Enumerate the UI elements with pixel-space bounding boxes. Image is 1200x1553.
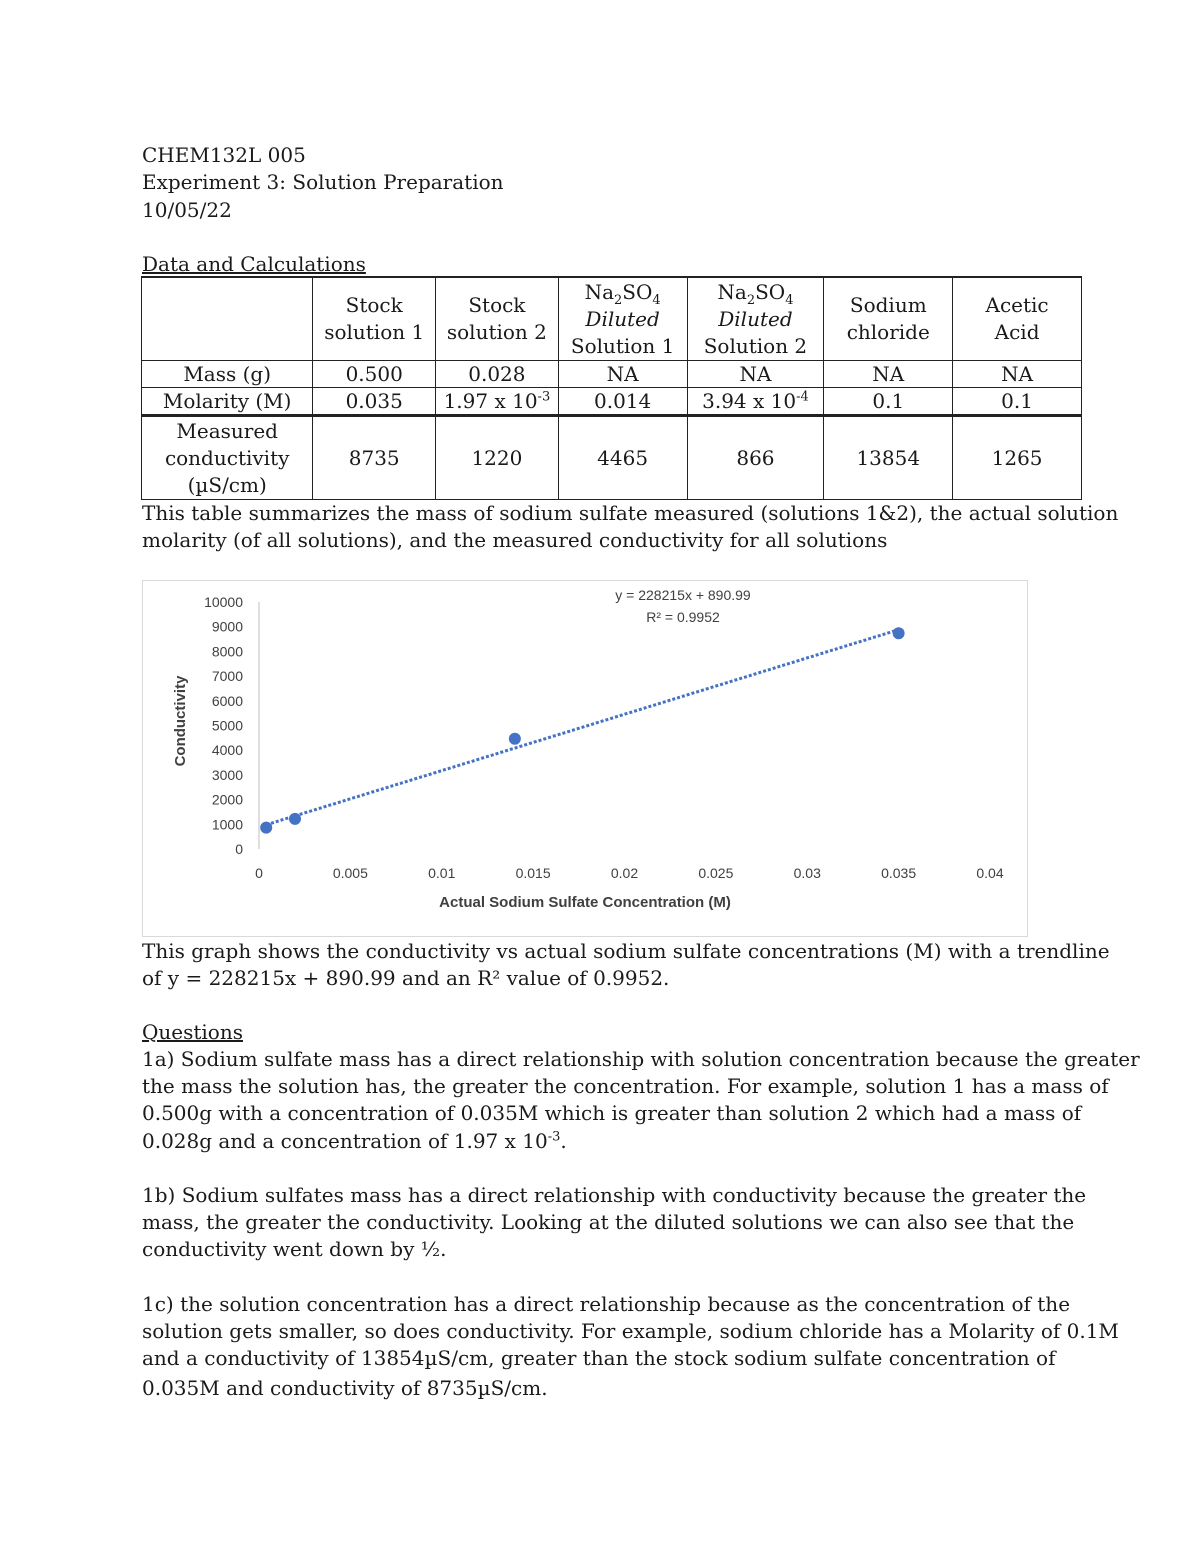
table-cell: 866 [687, 416, 824, 500]
table-cell: NA [953, 361, 1082, 388]
table-cell: 1.97 x $10^{-3}$ [436, 388, 559, 416]
x-tick-label: 0.005 [332, 865, 368, 881]
table-row [142, 416, 1082, 500]
trendline [266, 630, 898, 825]
graph-caption-line: of y = 228215x + 890.99 and an R² value of 0.9952. [142, 966, 670, 990]
column-header: $Na_2SO_4$ Diluted Solution 2 [687, 277, 824, 361]
table-cell: 8735 [313, 416, 436, 500]
q1c-line: solution gets smaller, so does conductivity. For example, sodium chloride has a Molarity of 0.1M [142, 1319, 1119, 1343]
course-line: CHEM132L 005 [142, 143, 306, 167]
table-cell: 1220 [436, 416, 559, 500]
data-point [289, 813, 301, 825]
y-tick-labels [204, 594, 243, 857]
conductivity-chart [142, 580, 1028, 937]
y-tick-label: 4000 [211, 742, 243, 759]
table-header-row [142, 277, 1082, 361]
table-row [142, 388, 1082, 416]
column-header: $Na_2SO_4$ Diluted Solution 1 [558, 277, 687, 361]
q1b-line: 1b) Sodium sulfates mass has a direct relationship with conductivity because the greater the [142, 1183, 1087, 1207]
x-tick-label: 0 [255, 865, 263, 881]
chart-svg [143, 581, 1027, 936]
date-line: 10/05/22 [142, 198, 232, 222]
table-cell: 4465 [558, 416, 687, 500]
x-tick-label: 0.01 [428, 865, 456, 881]
table-cell: 0.014 [558, 388, 687, 416]
graph-caption-line: This graph shows the conductivity vs actual sodium sulfate concentrations (M) with a trendline [142, 939, 1110, 963]
q1a-line: the mass the solution has, the greater the concentration. For example, solution 1 has a mass of [142, 1074, 1109, 1098]
table-cell: NA [687, 361, 824, 388]
table-cell: NA [558, 361, 687, 388]
y-tick-label: 5000 [211, 717, 243, 734]
y-tick-label: 8000 [211, 643, 243, 660]
table-cell: 0.035 [313, 388, 436, 416]
q1a-line: 0.500g with a concentration of 0.035M which is greater than solution 2 which had a mass of [142, 1101, 1082, 1125]
q1b-line: mass, the greater the conductivity. Looking at the diluted solutions we can also see that the [142, 1210, 1075, 1234]
table-cell: 0.1 [953, 388, 1082, 416]
data-point [509, 733, 521, 745]
data-table [141, 276, 1082, 500]
column-header: Stock solution 1 [313, 277, 436, 361]
row-label: Measured conductivity (µS/cm) [142, 416, 313, 500]
table-caption-line: molarity (of all solutions), and the measured conductivity for all solutions [142, 528, 888, 552]
column-header: Acetic Acid [953, 277, 1082, 361]
y-tick-label: 9000 [211, 618, 243, 635]
x-tick-label: 0.02 [610, 865, 639, 881]
q1c-line: 0.035M and conductivity of 8735µS/cm. [142, 1376, 548, 1400]
table-cell: 0.1 [824, 388, 953, 416]
y-tick-label: 6000 [211, 692, 243, 709]
x-tick-label: 0.015 [515, 865, 551, 881]
data-point [893, 627, 905, 639]
y-tick-label: 10000 [204, 594, 243, 610]
row-label: Mass (g) [142, 361, 313, 388]
data-section-title: Data and Calculations [142, 252, 366, 276]
table-cell: NA [824, 361, 953, 388]
table-cell: 3.94 x $10^{-4}$ [687, 388, 824, 416]
q1c-line: and a conductivity of 13854µS/cm, greater than the stock sodium sulfate concentration of [142, 1346, 1056, 1370]
x-tick-label: 0.025 [698, 865, 734, 881]
q1a-line: 1a) Sodium sulfate mass has a direct relationship with solution concentration because the greater [142, 1047, 1140, 1071]
q1c-line: 1c) the solution concentration has a direct relationship because as the concentration of the [142, 1292, 1071, 1316]
q1a-line: 0.028g and a concentration of 1.97 x $10^{-3}$. [142, 1129, 567, 1153]
y-tick-label: 7000 [211, 668, 243, 685]
table-corner-cell [142, 277, 313, 361]
y-tick-label: 1000 [211, 816, 243, 833]
x-tick-label: 0.04 [976, 865, 1004, 881]
experiment-line: Experiment 3: Solution Preparation [142, 170, 504, 194]
q1b-line: conductivity went down by ½. [142, 1237, 447, 1261]
table-cell: 13854 [824, 416, 953, 500]
table-caption-line: This table summarizes the mass of sodium sulfate measured (solutions 1&2), the actual solution [142, 501, 1119, 525]
x-tick-labels [255, 865, 1004, 881]
row-label: Molarity (M) [142, 388, 313, 416]
y-tick-label: 3000 [211, 766, 243, 783]
trendline-r2: R² = 0.9952 [646, 609, 720, 625]
data-point [260, 822, 272, 834]
x-tick-label: 0.035 [881, 865, 917, 881]
table-cell: 0.028 [436, 361, 559, 388]
x-tick-label: 0.03 [793, 865, 821, 881]
trendline-equation: y = 228215x + 890.99 [615, 587, 751, 603]
x-axis-title: Actual Sodium Sulfate Concentration (M) [439, 894, 731, 911]
y-tick-label: 2000 [211, 791, 243, 808]
table-cell: 1265 [953, 416, 1082, 500]
y-axis-title: Conductivity [172, 675, 189, 767]
table-row [142, 361, 1082, 388]
column-header: Sodium chloride [824, 277, 953, 361]
y-tick-label: 0 [235, 841, 243, 857]
column-header: Stock solution 2 [436, 277, 559, 361]
table-cell: 0.500 [313, 361, 436, 388]
questions-title: Questions [142, 1020, 243, 1044]
